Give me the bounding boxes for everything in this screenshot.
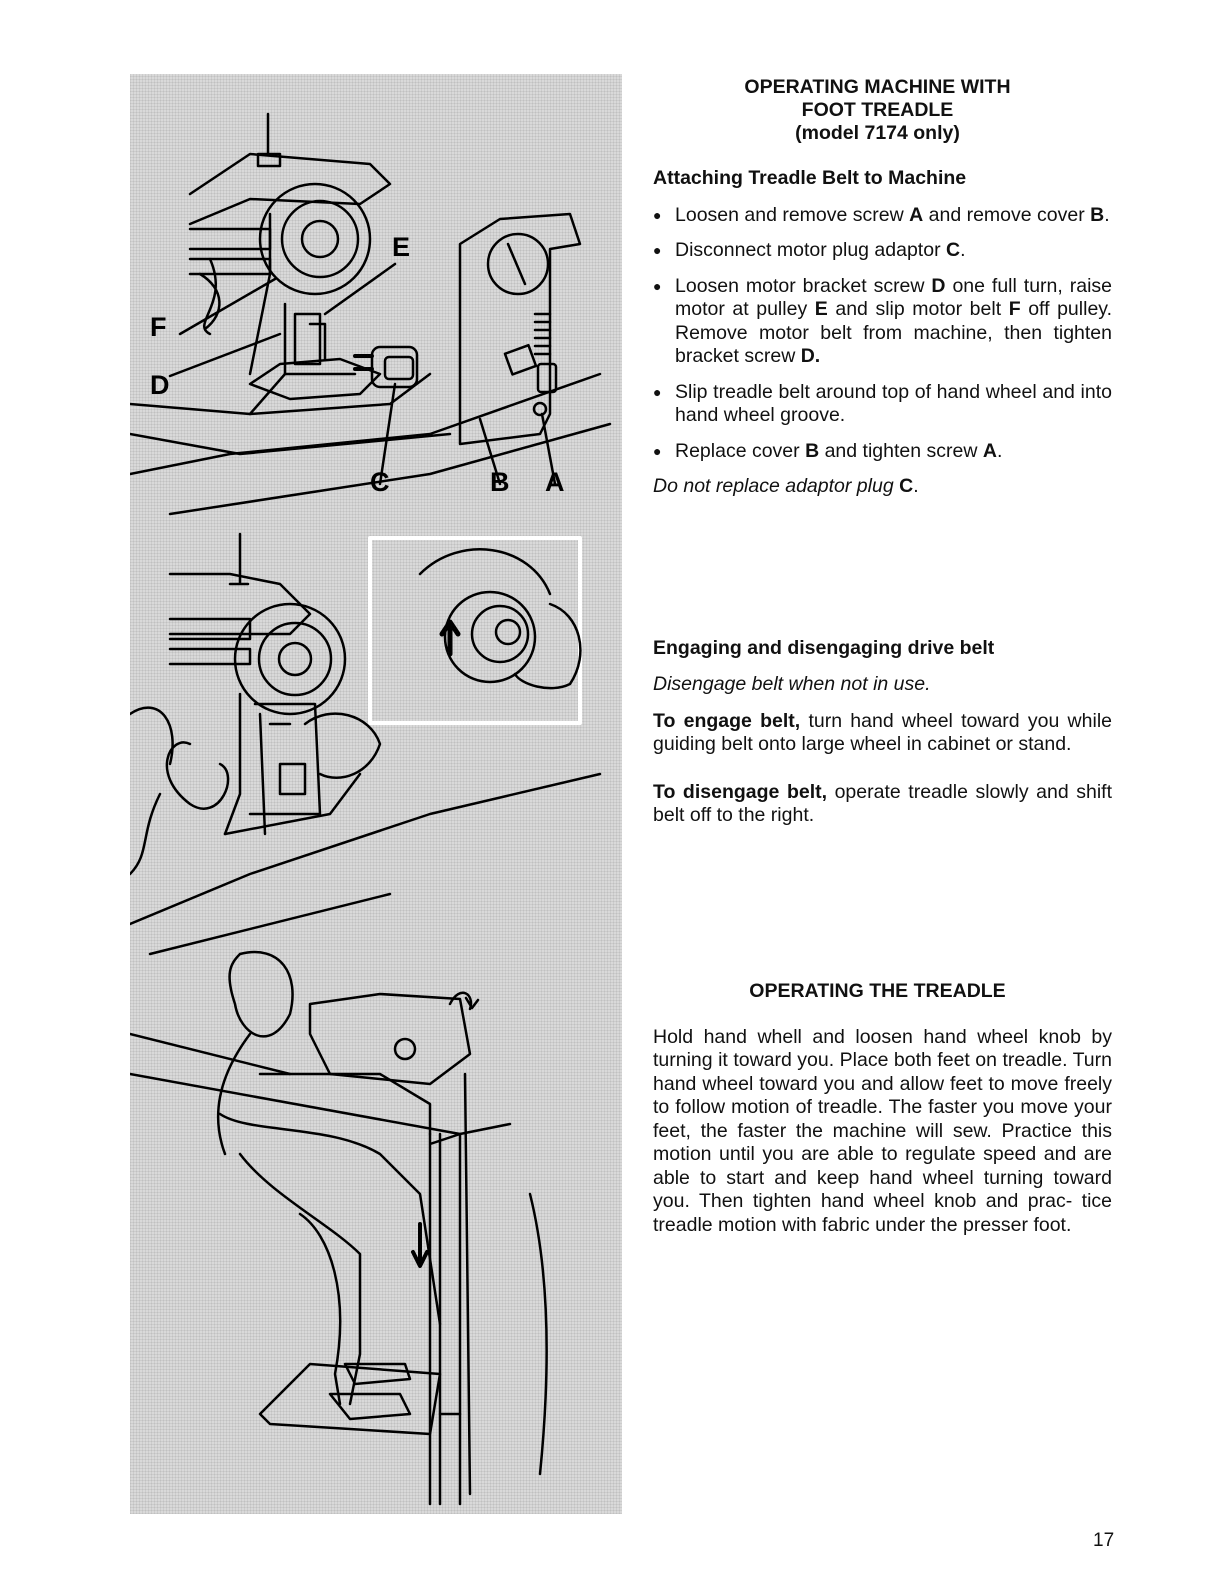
callout-a: A <box>545 467 565 497</box>
adaptor-note-letter: C <box>899 475 914 497</box>
attach-step-5 <box>653 440 1112 464</box>
step-text: Loosen motor bracket screw <box>675 274 932 297</box>
step-letter: D <box>931 274 946 297</box>
step-text: and tighten screw <box>819 439 983 462</box>
step-letter: D. <box>800 345 821 367</box>
section2-note: Disengage belt when not in use. <box>653 673 931 695</box>
step-text: one full turn, raise motor at pulley <box>675 274 1112 320</box>
step-letter: E <box>814 298 828 320</box>
treadle-paragraph: Hold hand whell and loosen hand wheel knob by turning it toward you. Place both feet on treadle. Turn hand wheel toward you and allow feet to move freely to follow motion of treadle. The faster you move your feet, the faster the machine will sew. Practice this motion until you are able to regulate speed and are able to start and keep hand wheel turning toward you. Then tighten hand wheel knob and prac- tice treadle motion with fabric under the presser foot. <box>653 1025 1112 1236</box>
callout-b: B <box>490 467 510 497</box>
disengage-label: To disengage belt, <box>653 780 828 803</box>
attach-step-1 <box>653 204 1112 228</box>
step-text: Replace cover <box>675 439 806 462</box>
step-text: . <box>996 439 1003 462</box>
section2-subhead: Engaging and disengaging drive belt <box>653 636 995 659</box>
callout-e: E <box>392 232 411 262</box>
engage-label: To engage belt, <box>653 709 801 732</box>
attach-step-4 <box>653 381 1112 428</box>
attach-steps-list <box>653 204 1112 464</box>
section1-title <box>643 76 1112 145</box>
attach-step-3 <box>653 275 1112 369</box>
disengage-text: operate treadle slowly and shift belt off to the right. <box>653 780 1112 826</box>
step-letter: B <box>805 439 820 462</box>
callout-d: D <box>150 370 170 400</box>
disengage-paragraph <box>653 781 1112 828</box>
callout-f: F <box>150 312 167 342</box>
step-text: . <box>960 239 966 261</box>
step-letter: F <box>1008 298 1021 320</box>
section1-title-line2: FOOT TREADLE <box>801 99 954 121</box>
person-treadle-diagram <box>130 952 547 1504</box>
callout-c: C <box>370 467 390 497</box>
illustration-panel <box>130 74 622 1514</box>
section1-title-line1: OPERATING MACHINE WITH <box>744 76 1011 98</box>
machine-top-diagram <box>130 114 610 514</box>
step-text: Slip treadle belt around top of hand wheel and into hand wheel groove. <box>675 380 1112 426</box>
step-letter: A <box>909 203 924 226</box>
step-text: and remove cover <box>923 203 1091 226</box>
machine-middle-diagram <box>130 534 600 954</box>
step-letter: B <box>1090 203 1105 226</box>
engage-text: turn hand wheel toward you while guiding belt onto large wheel in cabinet or stand. <box>653 709 1112 755</box>
step-text: off pulley. Remove motor belt from machine, then tighten bracket screw <box>675 298 1113 367</box>
adaptor-note-text: Do not replace adaptor plug <box>653 475 900 497</box>
adaptor-note-end: . <box>913 475 919 497</box>
step-letter: C <box>945 239 961 261</box>
instructions-column <box>653 76 1112 1237</box>
attach-step-2 <box>653 239 1112 263</box>
step-text: Loosen and remove screw <box>675 203 910 226</box>
section3-title: OPERATING THE TREADLE <box>749 979 1006 1002</box>
adaptor-note <box>653 475 1112 499</box>
page-number: 17 <box>1093 1530 1115 1551</box>
step-text: and slip motor belt <box>827 298 1009 320</box>
engage-paragraph <box>653 710 1112 757</box>
step-text: Disconnect motor plug adaptor <box>675 239 946 261</box>
section1-subhead: Attaching Treadle Belt to Machine <box>653 167 967 189</box>
step-letter: A <box>982 439 997 462</box>
section1-title-line3: (model 7174 only) <box>795 122 960 144</box>
step-text: . <box>1104 203 1110 226</box>
sewing-machine-illustrations <box>130 74 622 1514</box>
